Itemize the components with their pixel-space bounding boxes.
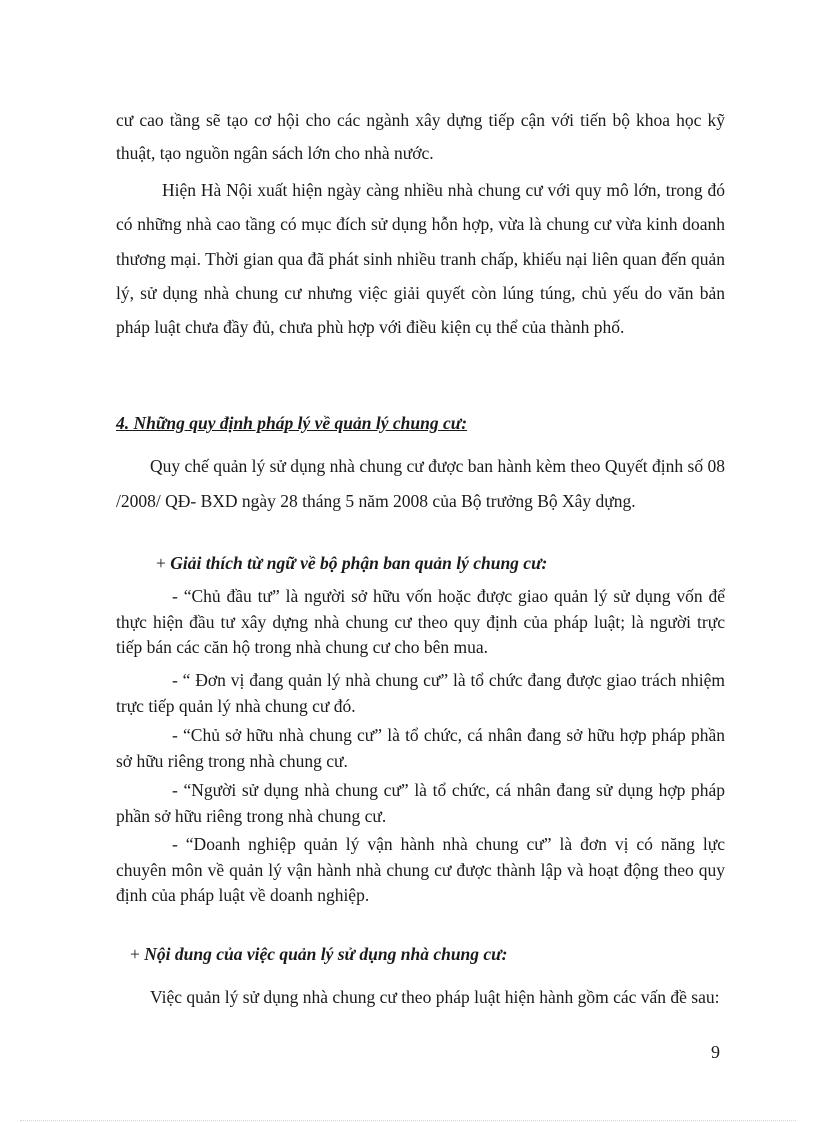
definition-item: - “Doanh nghiệp quản lý vận hành nhà chung cư” là đơn vị có năng lực chuyên môn về quản lý vận hành nhà chung cư được thành lập và hoạt động theo quy định của pháp luật về doanh nghiệp.: [116, 834, 725, 905]
content-subheading: [130, 940, 508, 968]
footer-divider: [20, 1120, 796, 1121]
section-heading: 4. Những quy định pháp lý về quản lý chung cư:: [116, 413, 468, 433]
definition-item: - “Người sử dụng nhà chung cư” là tổ chức, cá nhân đang sử dụng hợp pháp phần sở hữu riêng trong nhà chung cư.: [116, 780, 725, 826]
intro-paragraph: cư cao tầng sẽ tạo cơ hội cho các ngành xây dựng tiếp cận với tiến bộ khoa học kỹ thuật, tạo nguồn ngân sách lớn cho nhà nước.: [116, 110, 725, 163]
content-bullet: +: [130, 944, 140, 964]
terms-bullet: +: [156, 553, 166, 573]
regulation-paragraph: Quy chế quản lý sử dụng nhà chung cư được ban hành kèm theo Quyết định số 08 /2008/ QĐ- BXD ngày 28 tháng 5 năm 2008 của Bộ trưởng Bộ Xây dựng.: [116, 456, 725, 511]
terms-subheading: [156, 549, 547, 577]
terms-subheading-text: Giải thích từ ngữ về bộ phận ban quản lý chung cư:: [170, 553, 548, 573]
definition-item: - “Chủ đầu tư” là người sở hữu vốn hoặc được giao quản lý sử dụng vốn để thực hiện đầu tư xây dựng nhà chung cư theo quy định của pháp luật; là người trực tiếp bán các căn hộ trong nhà chung cư cho bên mua.: [116, 586, 725, 657]
definition-item: - “ Đơn vị đang quản lý nhà chung cư” là tổ chức đang được giao trách nhiệm trực tiếp quản lý nhà chung cư đó.: [116, 670, 725, 716]
hanoi-paragraph: Hiện Hà Nội xuất hiện ngày càng nhiều nhà chung cư với quy mô lớn, trong đó có những nhà cao tầng có mục đích sử dụng hỗn hợp, vừa là chung cư vừa kinh doanh thương mại. Thời gian qua đã phát sinh nhiều tranh chấp, khiếu nại liên quan đến quản lý, sử dụng nhà chung cư nhưng việc giải quyết còn lúng túng, chủ yếu do văn bản pháp luật chưa đầy đủ, chưa phù hợp với điều kiện cụ thể của thành phố.: [116, 180, 725, 338]
content-paragraph: Việc quản lý sử dụng nhà chung cư theo pháp luật hiện hành gồm các vấn đề sau:: [150, 987, 720, 1007]
page-number: 9: [711, 1042, 720, 1062]
content-subheading-text: Nội dung của việc quản lý sử dụng nhà chung cư:: [144, 944, 508, 964]
definition-item: - “Chủ sở hữu nhà chung cư” là tổ chức, cá nhân đang sở hữu hợp pháp phần sở hữu riêng trong nhà chung cư.: [116, 725, 725, 771]
